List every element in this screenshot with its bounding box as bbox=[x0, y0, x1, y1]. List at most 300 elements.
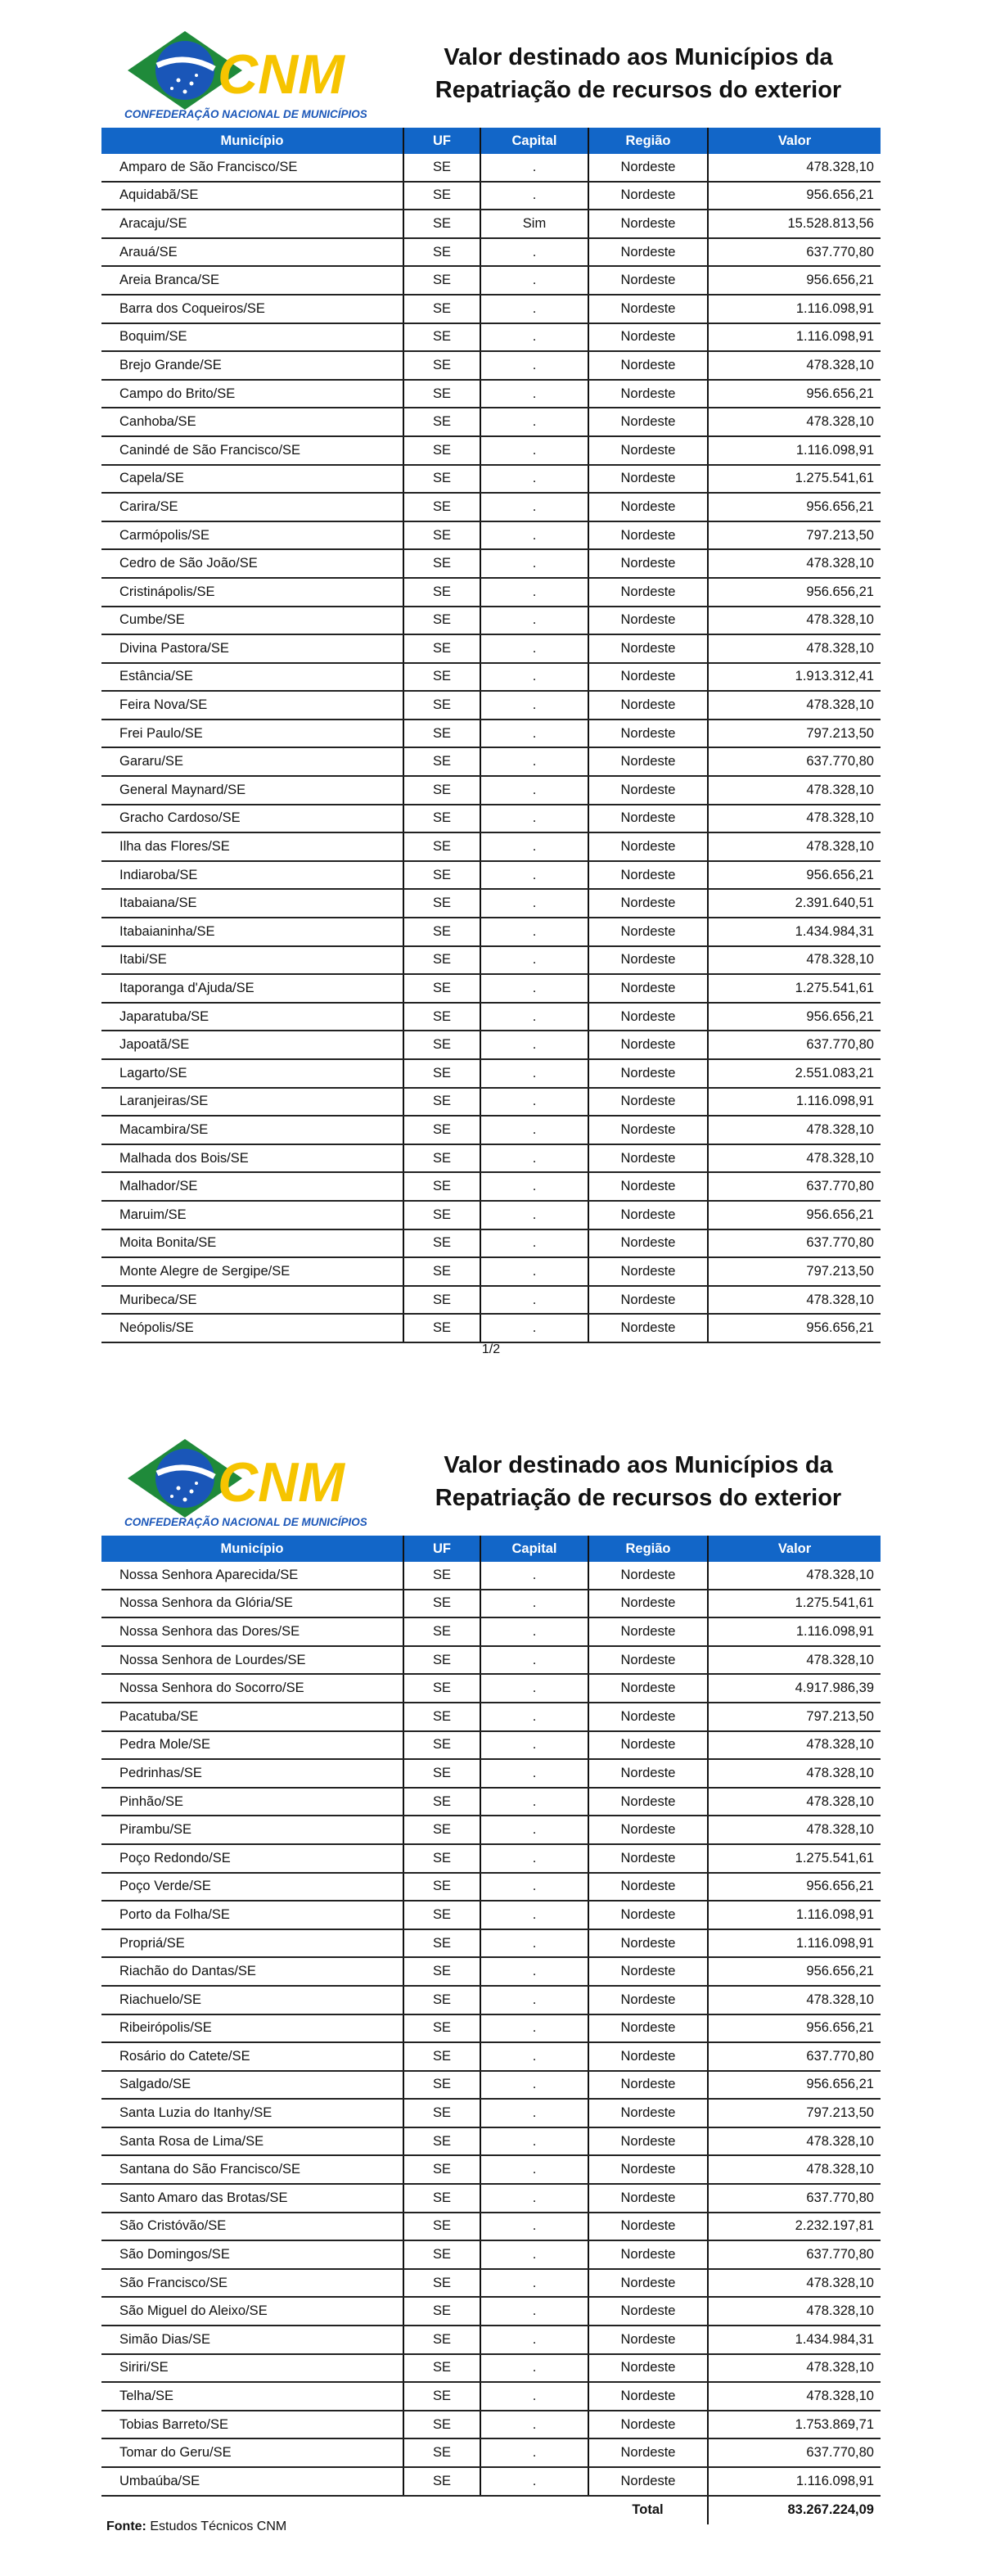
cell-municipio: Boquim/SE bbox=[101, 323, 403, 352]
cell-regiao: Nordeste bbox=[588, 776, 708, 805]
cell-regiao: Nordeste bbox=[588, 607, 708, 635]
cell-capital: . bbox=[480, 2467, 588, 2496]
table-row bbox=[101, 465, 881, 494]
cell-uf: SE bbox=[403, 323, 480, 352]
cell-uf: SE bbox=[403, 1059, 480, 1088]
cell-uf: SE bbox=[403, 1788, 480, 1816]
cell-municipio: Cumbe/SE bbox=[101, 607, 403, 635]
cell-regiao: Nordeste bbox=[588, 1844, 708, 1873]
cell-capital: . bbox=[480, 1816, 588, 1844]
cell-valor: 797.213,50 bbox=[708, 2099, 881, 2127]
cell-regiao: Nordeste bbox=[588, 266, 708, 295]
cell-municipio: São Francisco/SE bbox=[101, 2269, 403, 2298]
cell-valor: 478.328,10 bbox=[708, 549, 881, 578]
cell-uf: SE bbox=[403, 2297, 480, 2326]
cell-capital: . bbox=[480, 1901, 588, 1929]
col-regiao: Região bbox=[588, 1536, 708, 1562]
cell-uf: SE bbox=[403, 1901, 480, 1929]
cell-regiao: Nordeste bbox=[588, 238, 708, 267]
cell-valor: 1.434.984,31 bbox=[708, 918, 881, 946]
table-row bbox=[101, 1590, 881, 1618]
cell-municipio: Telha/SE bbox=[101, 2382, 403, 2411]
cell-municipio: Amparo de São Francisco/SE bbox=[101, 154, 403, 182]
cell-valor: 1.434.984,31 bbox=[708, 2326, 881, 2354]
cell-capital: . bbox=[480, 578, 588, 607]
cell-uf: SE bbox=[403, 1617, 480, 1646]
cell-capital: . bbox=[480, 1617, 588, 1646]
logo-subtitle: CONFEDERAÇÃO NACIONAL DE MUNICÍPIOS bbox=[124, 108, 367, 120]
cell-municipio: Itabaianinha/SE bbox=[101, 918, 403, 946]
cell-capital: . bbox=[480, 1116, 588, 1144]
cell-uf: SE bbox=[403, 2269, 480, 2298]
cell-valor: 478.328,10 bbox=[708, 1286, 881, 1315]
table-body bbox=[101, 1562, 881, 2496]
cell-municipio: Santo Amaro das Brotas/SE bbox=[101, 2184, 403, 2213]
cell-municipio: Gararu/SE bbox=[101, 747, 403, 776]
cell-municipio: Capela/SE bbox=[101, 465, 403, 494]
total-value: 83.267.224,09 bbox=[787, 2502, 874, 2518]
cell-municipio: Tobias Barreto/SE bbox=[101, 2411, 403, 2439]
cell-regiao: Nordeste bbox=[588, 1116, 708, 1144]
cell-capital: . bbox=[480, 918, 588, 946]
cell-valor: 1.116.098,91 bbox=[708, 323, 881, 352]
col-capital: Capital bbox=[480, 1536, 588, 1562]
table-row bbox=[101, 720, 881, 748]
cell-capital: . bbox=[480, 2354, 588, 2383]
cell-municipio: Cedro de São João/SE bbox=[101, 549, 403, 578]
cell-valor: 478.328,10 bbox=[708, 1986, 881, 2014]
cell-valor: 797.213,50 bbox=[708, 521, 881, 550]
table-row bbox=[101, 1059, 881, 1088]
cell-regiao: Nordeste bbox=[588, 549, 708, 578]
table-row bbox=[101, 1116, 881, 1144]
cell-capital: . bbox=[480, 1957, 588, 1986]
cell-valor: 956.656,21 bbox=[708, 1314, 881, 1342]
col-municipio: Município bbox=[101, 1536, 403, 1562]
table-row bbox=[101, 1617, 881, 1646]
cell-regiao: Nordeste bbox=[588, 747, 708, 776]
cell-capital: . bbox=[480, 2382, 588, 2411]
cell-capital: . bbox=[480, 1229, 588, 1258]
table-row bbox=[101, 2071, 881, 2100]
cell-capital: . bbox=[480, 2099, 588, 2127]
title-line-2: Repatriação de recursos do exterior bbox=[435, 1485, 842, 1511]
cell-valor: 956.656,21 bbox=[708, 1003, 881, 1031]
table-row bbox=[101, 351, 881, 380]
cell-valor: 956.656,21 bbox=[708, 1201, 881, 1229]
table-row bbox=[101, 380, 881, 408]
cell-capital: . bbox=[480, 351, 588, 380]
cell-uf: SE bbox=[403, 918, 480, 946]
cell-uf: SE bbox=[403, 521, 480, 550]
cell-valor: 956.656,21 bbox=[708, 266, 881, 295]
cell-municipio: Cristinápolis/SE bbox=[101, 578, 403, 607]
cell-regiao: Nordeste bbox=[588, 1788, 708, 1816]
cell-valor: 797.213,50 bbox=[708, 1703, 881, 1731]
cell-uf: SE bbox=[403, 578, 480, 607]
table-row bbox=[101, 1286, 881, 1315]
cell-municipio: Areia Branca/SE bbox=[101, 266, 403, 295]
cell-regiao: Nordeste bbox=[588, 634, 708, 663]
table-row bbox=[101, 2042, 881, 2071]
table-row bbox=[101, 2326, 881, 2354]
cell-uf: SE bbox=[403, 210, 480, 238]
cell-municipio: Santa Rosa de Lima/SE bbox=[101, 2127, 403, 2156]
table-row bbox=[101, 974, 881, 1003]
table-row bbox=[101, 2014, 881, 2043]
cell-valor: 1.913.312,41 bbox=[708, 663, 881, 692]
cell-capital: . bbox=[480, 493, 588, 521]
cell-uf: SE bbox=[403, 1031, 480, 1059]
page-number: 1/2 bbox=[481, 1342, 501, 1356]
cell-municipio: Nossa Senhora da Glória/SE bbox=[101, 1590, 403, 1618]
table-row bbox=[101, 1703, 881, 1731]
cell-municipio: Umbaúba/SE bbox=[101, 2467, 403, 2496]
cell-regiao: Nordeste bbox=[588, 832, 708, 861]
cell-regiao: Nordeste bbox=[588, 2099, 708, 2127]
cell-municipio: Itaporanga d'Ajuda/SE bbox=[101, 974, 403, 1003]
cell-uf: SE bbox=[403, 1590, 480, 1618]
cell-municipio: Pedra Mole/SE bbox=[101, 1731, 403, 1760]
cell-uf: SE bbox=[403, 380, 480, 408]
cell-municipio: Poço Verde/SE bbox=[101, 1873, 403, 1902]
cell-valor: 1.116.098,91 bbox=[708, 436, 881, 465]
cell-regiao: Nordeste bbox=[588, 1257, 708, 1286]
cell-municipio: Lagarto/SE bbox=[101, 1059, 403, 1088]
cell-regiao: Nordeste bbox=[588, 578, 708, 607]
table-row bbox=[101, 408, 881, 436]
cell-municipio: Salgado/SE bbox=[101, 2071, 403, 2100]
cell-regiao: Nordeste bbox=[588, 1986, 708, 2014]
cell-capital: . bbox=[480, 2071, 588, 2100]
cell-valor: 1.116.098,91 bbox=[708, 1617, 881, 1646]
cell-capital: . bbox=[480, 1314, 588, 1342]
cell-valor: 478.328,10 bbox=[708, 805, 881, 833]
cell-regiao: Nordeste bbox=[588, 154, 708, 182]
table-row bbox=[101, 1674, 881, 1703]
cell-capital: . bbox=[480, 747, 588, 776]
table-row bbox=[101, 1314, 881, 1342]
cell-uf: SE bbox=[403, 776, 480, 805]
cell-capital: . bbox=[480, 1986, 588, 2014]
cell-valor: 637.770,80 bbox=[708, 2184, 881, 2213]
cell-municipio: Simão Dias/SE bbox=[101, 2326, 403, 2354]
cell-municipio: Pacatuba/SE bbox=[101, 1703, 403, 1731]
cell-valor: 478.328,10 bbox=[708, 2127, 881, 2156]
cell-capital: . bbox=[480, 691, 588, 720]
cnm-logo bbox=[121, 1431, 367, 1531]
cell-uf: SE bbox=[403, 1172, 480, 1201]
cell-uf: SE bbox=[403, 1257, 480, 1286]
table-row bbox=[101, 691, 881, 720]
table-row bbox=[101, 1646, 881, 1675]
cell-municipio: São Cristóvão/SE bbox=[101, 2213, 403, 2241]
cell-municipio: Feira Nova/SE bbox=[101, 691, 403, 720]
table-row bbox=[101, 1031, 881, 1059]
table-row bbox=[101, 266, 881, 295]
cell-valor: 478.328,10 bbox=[708, 1562, 881, 1590]
cell-municipio: Porto da Folha/SE bbox=[101, 1901, 403, 1929]
cell-uf: SE bbox=[403, 720, 480, 748]
table-row bbox=[101, 805, 881, 833]
cell-uf: SE bbox=[403, 1229, 480, 1258]
cell-valor: 637.770,80 bbox=[708, 1172, 881, 1201]
cell-capital: . bbox=[480, 154, 588, 182]
cell-municipio: Aquidabã/SE bbox=[101, 182, 403, 210]
cell-valor: 956.656,21 bbox=[708, 578, 881, 607]
cell-municipio: General Maynard/SE bbox=[101, 776, 403, 805]
cell-capital: . bbox=[480, 1844, 588, 1873]
table-row bbox=[101, 238, 881, 267]
table-row bbox=[101, 776, 881, 805]
cell-valor: 2.232.197,81 bbox=[708, 2213, 881, 2241]
cell-valor: 1.275.541,61 bbox=[708, 1590, 881, 1618]
cell-municipio: Riachuelo/SE bbox=[101, 1986, 403, 2014]
cell-regiao: Nordeste bbox=[588, 2042, 708, 2071]
cell-valor: 478.328,10 bbox=[708, 634, 881, 663]
table-row bbox=[101, 578, 881, 607]
cell-valor: 956.656,21 bbox=[708, 380, 881, 408]
cell-regiao: Nordeste bbox=[588, 210, 708, 238]
cell-municipio: São Domingos/SE bbox=[101, 2240, 403, 2269]
page-title bbox=[434, 1449, 843, 1514]
cell-valor: 1.275.541,61 bbox=[708, 465, 881, 494]
cell-municipio: Monte Alegre de Sergipe/SE bbox=[101, 1257, 403, 1286]
cell-capital: . bbox=[480, 295, 588, 323]
table-row bbox=[101, 663, 881, 692]
cell-municipio: Itabaiana/SE bbox=[101, 889, 403, 918]
cell-regiao: Nordeste bbox=[588, 2240, 708, 2269]
cell-uf: SE bbox=[403, 1873, 480, 1902]
cell-uf: SE bbox=[403, 1703, 480, 1731]
cell-uf: SE bbox=[403, 1201, 480, 1229]
cell-uf: SE bbox=[403, 1674, 480, 1703]
title-line-2: Repatriação de recursos do exterior bbox=[435, 77, 842, 103]
cell-municipio: Poço Redondo/SE bbox=[101, 1844, 403, 1873]
cell-capital: . bbox=[480, 1562, 588, 1590]
table-row bbox=[101, 436, 881, 465]
cell-uf: SE bbox=[403, 2213, 480, 2241]
cell-regiao: Nordeste bbox=[588, 408, 708, 436]
cell-uf: SE bbox=[403, 691, 480, 720]
source-text: Estudos Técnicos CNM bbox=[146, 2520, 287, 2533]
cell-regiao: Nordeste bbox=[588, 2184, 708, 2213]
cell-uf: SE bbox=[403, 1816, 480, 1844]
cell-uf: SE bbox=[403, 1929, 480, 1958]
cell-capital: . bbox=[480, 549, 588, 578]
cell-capital: . bbox=[480, 1286, 588, 1315]
cell-uf: SE bbox=[403, 2438, 480, 2467]
cell-uf: SE bbox=[403, 266, 480, 295]
cell-municipio: Moita Bonita/SE bbox=[101, 1229, 403, 1258]
cell-regiao: Nordeste bbox=[588, 2213, 708, 2241]
cell-uf: SE bbox=[403, 2014, 480, 2043]
cell-municipio: Nossa Senhora Aparecida/SE bbox=[101, 1562, 403, 1590]
cell-regiao: Nordeste bbox=[588, 2155, 708, 2184]
cell-regiao: Nordeste bbox=[588, 2326, 708, 2354]
cell-valor: 1.275.541,61 bbox=[708, 1844, 881, 1873]
cell-uf: SE bbox=[403, 1562, 480, 1590]
cell-valor: 956.656,21 bbox=[708, 182, 881, 210]
cell-uf: SE bbox=[403, 1088, 480, 1117]
cell-municipio: Nossa Senhora do Socorro/SE bbox=[101, 1674, 403, 1703]
table-row bbox=[101, 1562, 881, 1590]
table-row bbox=[101, 889, 881, 918]
table-header-row bbox=[101, 128, 881, 154]
cell-uf: SE bbox=[403, 1116, 480, 1144]
cell-regiao: Nordeste bbox=[588, 2127, 708, 2156]
cell-regiao: Nordeste bbox=[588, 1059, 708, 1088]
cell-capital: . bbox=[480, 2155, 588, 2184]
cell-regiao: Nordeste bbox=[588, 720, 708, 748]
cell-capital: . bbox=[480, 238, 588, 267]
cell-uf: SE bbox=[403, 805, 480, 833]
cell-valor: 478.328,10 bbox=[708, 154, 881, 182]
cell-municipio: Propriá/SE bbox=[101, 1929, 403, 1958]
cell-regiao: Nordeste bbox=[588, 1731, 708, 1760]
cell-regiao: Nordeste bbox=[588, 1929, 708, 1958]
cell-valor: 478.328,10 bbox=[708, 2297, 881, 2326]
cell-municipio: Pedrinhas/SE bbox=[101, 1759, 403, 1788]
table-row bbox=[101, 1003, 881, 1031]
cell-uf: SE bbox=[403, 2467, 480, 2496]
total-label: Total bbox=[588, 2496, 708, 2524]
cell-regiao: Nordeste bbox=[588, 1201, 708, 1229]
logo-acronym: CNM bbox=[218, 43, 345, 106]
cell-uf: SE bbox=[403, 2042, 480, 2071]
cell-municipio: Santa Luzia do Itanhy/SE bbox=[101, 2099, 403, 2127]
table-row bbox=[101, 2099, 881, 2127]
table-row bbox=[101, 832, 881, 861]
col-uf: UF bbox=[403, 128, 480, 154]
cell-regiao: Nordeste bbox=[588, 1229, 708, 1258]
cell-regiao: Nordeste bbox=[588, 2467, 708, 2496]
cell-uf: SE bbox=[403, 1646, 480, 1675]
cell-municipio: Rosário do Catete/SE bbox=[101, 2042, 403, 2071]
cell-uf: SE bbox=[403, 946, 480, 975]
col-valor: Valor bbox=[708, 1536, 881, 1562]
cell-capital: . bbox=[480, 1172, 588, 1201]
cell-capital: . bbox=[480, 1731, 588, 1760]
cell-valor: 1.116.098,91 bbox=[708, 295, 881, 323]
cell-capital: . bbox=[480, 974, 588, 1003]
cell-valor: 1.275.541,61 bbox=[708, 974, 881, 1003]
cell-capital: . bbox=[480, 1059, 588, 1088]
table-row bbox=[101, 2411, 881, 2439]
logo-acronym: CNM bbox=[218, 1451, 345, 1514]
cell-capital: . bbox=[480, 861, 588, 890]
cell-uf: SE bbox=[403, 1286, 480, 1315]
table-row bbox=[101, 1144, 881, 1173]
cell-valor: 797.213,50 bbox=[708, 1257, 881, 1286]
cell-regiao: Nordeste bbox=[588, 974, 708, 1003]
cell-capital: . bbox=[480, 2127, 588, 2156]
cell-valor: 1.116.098,91 bbox=[708, 1929, 881, 1958]
cnm-logo-graphic bbox=[121, 1431, 367, 1531]
cell-regiao: Nordeste bbox=[588, 493, 708, 521]
cell-municipio: Nossa Senhora de Lourdes/SE bbox=[101, 1646, 403, 1675]
cell-capital: . bbox=[480, 2269, 588, 2298]
table-row bbox=[101, 747, 881, 776]
table-row bbox=[101, 946, 881, 975]
cell-municipio: Carmópolis/SE bbox=[101, 521, 403, 550]
table-row bbox=[101, 1844, 881, 1873]
cell-uf: SE bbox=[403, 889, 480, 918]
cell-regiao: Nordeste bbox=[588, 1590, 708, 1618]
cell-municipio: Estância/SE bbox=[101, 663, 403, 692]
table-row bbox=[101, 1759, 881, 1788]
cell-municipio: Nossa Senhora das Dores/SE bbox=[101, 1617, 403, 1646]
table-row bbox=[101, 607, 881, 635]
cell-valor: 956.656,21 bbox=[708, 2071, 881, 2100]
cell-regiao: Nordeste bbox=[588, 2071, 708, 2100]
cell-uf: SE bbox=[403, 351, 480, 380]
cell-regiao: Nordeste bbox=[588, 351, 708, 380]
cell-uf: SE bbox=[403, 549, 480, 578]
cell-capital: . bbox=[480, 2184, 588, 2213]
table-row bbox=[101, 1201, 881, 1229]
cell-valor: 637.770,80 bbox=[708, 1229, 881, 1258]
cell-municipio: Ilha das Flores/SE bbox=[101, 832, 403, 861]
cell-municipio: Siriri/SE bbox=[101, 2354, 403, 2383]
cell-regiao: Nordeste bbox=[588, 295, 708, 323]
cell-valor: 2.551.083,21 bbox=[708, 1059, 881, 1088]
cell-uf: SE bbox=[403, 2411, 480, 2439]
title-line-1: Valor destinado aos Municípios da bbox=[444, 44, 833, 70]
cell-capital: . bbox=[480, 1088, 588, 1117]
cell-valor: 15.528.813,56 bbox=[708, 210, 881, 238]
cell-valor: 478.328,10 bbox=[708, 1759, 881, 1788]
cell-capital: . bbox=[480, 1646, 588, 1675]
table-row bbox=[101, 1788, 881, 1816]
cell-uf: SE bbox=[403, 663, 480, 692]
cell-capital: . bbox=[480, 2438, 588, 2467]
cell-capital: . bbox=[480, 436, 588, 465]
cell-municipio: Canhoba/SE bbox=[101, 408, 403, 436]
cell-valor: 478.328,10 bbox=[708, 2382, 881, 2411]
cell-capital: . bbox=[480, 805, 588, 833]
cell-uf: SE bbox=[403, 1759, 480, 1788]
table-row bbox=[101, 2269, 881, 2298]
cell-regiao: Nordeste bbox=[588, 1172, 708, 1201]
cell-capital: . bbox=[480, 607, 588, 635]
cell-capital: . bbox=[480, 408, 588, 436]
table-row bbox=[101, 323, 881, 352]
cell-uf: SE bbox=[403, 832, 480, 861]
cell-municipio: Barra dos Coqueiros/SE bbox=[101, 295, 403, 323]
cell-uf: SE bbox=[403, 2155, 480, 2184]
cell-regiao: Nordeste bbox=[588, 1646, 708, 1675]
cell-capital: . bbox=[480, 2014, 588, 2043]
cell-capital: . bbox=[480, 2240, 588, 2269]
table-row bbox=[101, 918, 881, 946]
cell-uf: SE bbox=[403, 974, 480, 1003]
cell-valor: 4.917.986,39 bbox=[708, 1674, 881, 1703]
cell-uf: SE bbox=[403, 1986, 480, 2014]
table-row bbox=[101, 2184, 881, 2213]
cell-uf: SE bbox=[403, 154, 480, 182]
cell-regiao: Nordeste bbox=[588, 918, 708, 946]
table-row bbox=[101, 861, 881, 890]
cell-valor: 478.328,10 bbox=[708, 351, 881, 380]
cell-regiao: Nordeste bbox=[588, 1674, 708, 1703]
cell-capital: . bbox=[480, 1590, 588, 1618]
cell-uf: SE bbox=[403, 436, 480, 465]
cell-capital: . bbox=[480, 1759, 588, 1788]
table-row bbox=[101, 2297, 881, 2326]
cell-valor: 478.328,10 bbox=[708, 607, 881, 635]
cell-uf: SE bbox=[403, 2240, 480, 2269]
